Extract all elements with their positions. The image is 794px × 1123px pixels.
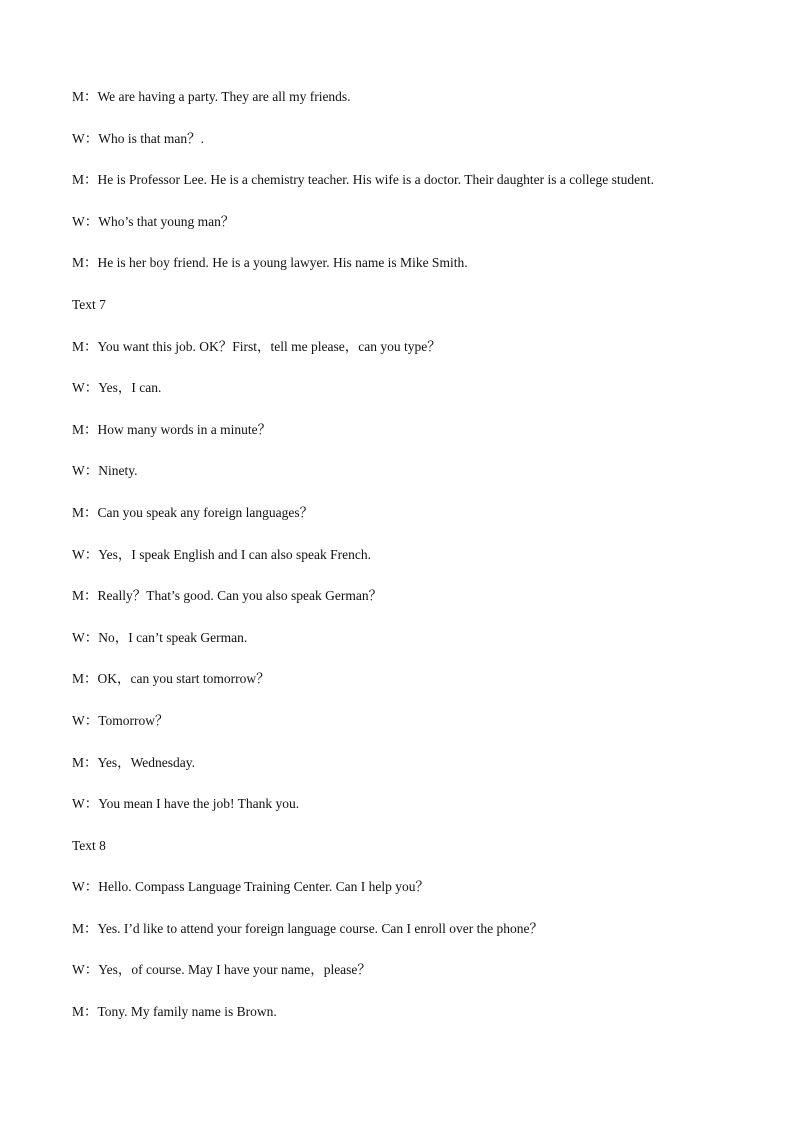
transcript-line: M：Can you speak any foreign languages？ xyxy=(72,504,314,520)
section-heading: Text 8 xyxy=(72,837,106,853)
transcript-line: W：Ninety. xyxy=(72,463,138,479)
transcript-line: M：Tony. My family name is Brown. xyxy=(72,1004,277,1020)
transcript-line: M：He is her boy friend. He is a young lawyer. His name is Mike Smith. xyxy=(72,255,468,271)
transcript-line: W：Who’s that young man？ xyxy=(72,213,235,229)
transcript-line: W：Hello. Compass Language Training Center. Can I help you？ xyxy=(72,879,429,895)
transcript-line: W：Yes，I speak English and I can also speak French. xyxy=(72,546,371,562)
transcript-line: W：No，I can’t speak German. xyxy=(72,629,248,645)
transcript-line: M：He is Professor Lee. He is a chemistry teacher. His wife is a doctor. Their daughter is a college student. xyxy=(72,172,654,188)
transcript-line: M：How many words in a minute？ xyxy=(72,421,272,437)
transcript-line: M：Yes，Wednesday. xyxy=(72,754,196,770)
transcript-line: M：Really？That’s good. Can you also speak German？ xyxy=(72,588,383,604)
transcript-line: W：Yes，of course. May I have your name，please？ xyxy=(72,962,371,978)
transcript-line: M：You want this job. OK？First，tell me please，can you type？ xyxy=(72,338,441,354)
transcript-line: W：Who is that man？. xyxy=(72,130,204,146)
transcript-line: M：OK，can you start tomorrow？ xyxy=(72,671,270,687)
transcript-line: W：Yes，I can. xyxy=(72,380,162,396)
transcript-line: M：We are having a party. They are all my friends. xyxy=(72,89,351,104)
transcript-line: W：Tomorrow？ xyxy=(72,712,169,728)
transcript-line: W：You mean I have the job! Thank you. xyxy=(72,796,300,812)
section-heading: Text 7 xyxy=(72,296,106,312)
transcript-body xyxy=(72,87,732,1044)
transcript-line: M：Yes. I’d like to attend your foreign language course. Can I enroll over the phone？ xyxy=(72,920,544,936)
